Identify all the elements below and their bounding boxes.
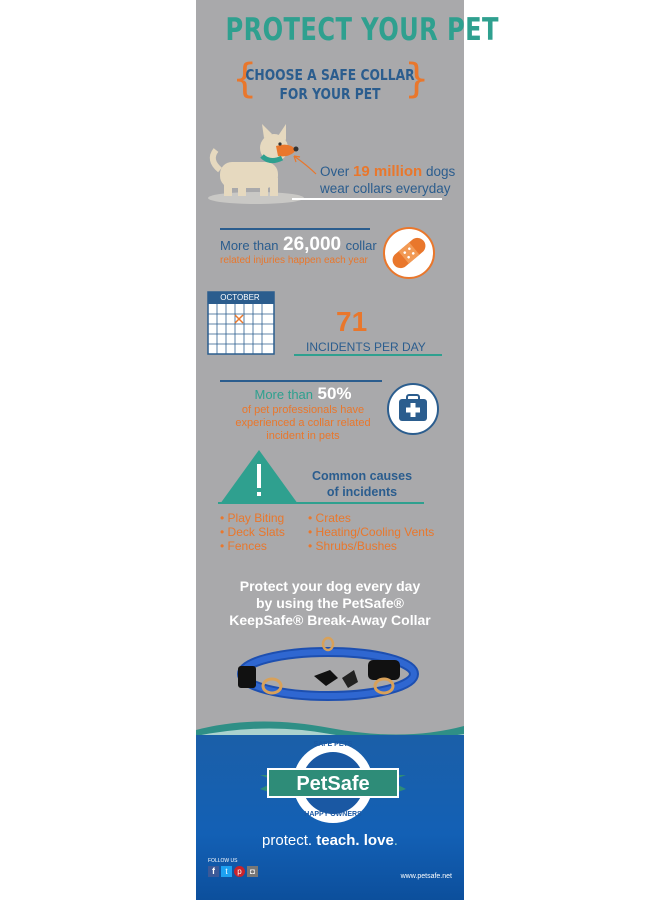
stat4-line3: experienced a collar related (235, 417, 371, 429)
stat1-number: 19 million (353, 163, 423, 180)
pinterest-icon[interactable]: p (234, 866, 245, 877)
list-item: • Deck Slats (220, 525, 285, 539)
list-item: • Shrubs/Bushes (308, 539, 397, 553)
tagline-love: love (363, 832, 394, 849)
follow-label: FOLLOW US (208, 858, 238, 864)
logo-ring-top: SAFE PETS (313, 741, 353, 748)
stat2-number: 26,000 (283, 234, 342, 255)
stat4-line4: incident in pets (266, 430, 340, 442)
dog-icon (204, 122, 304, 206)
stat1-text (320, 163, 455, 197)
stat2-prefix: More than (220, 238, 279, 253)
brand-footer (196, 735, 464, 900)
causes-heading (300, 468, 424, 500)
tagline: protect. teach. love. (262, 832, 398, 849)
list-item: • Heating/Cooling Vents (308, 525, 435, 539)
divider (292, 198, 442, 200)
page-title: PROTECT YOUR PET (225, 12, 499, 48)
left-brace: { (232, 56, 258, 102)
collar-image (230, 634, 430, 714)
subtitle-line1: CHOOSE A SAFE COLLAR (245, 66, 415, 84)
tagline-protect: protect. (262, 832, 317, 849)
protect-line2: by using the PetSafe® (255, 595, 404, 611)
tagline-teach: teach. (316, 832, 364, 849)
stat1-suffix: dogs (425, 164, 456, 179)
divider (220, 228, 370, 230)
social-links (208, 866, 258, 877)
website-link[interactable]: www.petsafe.net (400, 873, 452, 880)
instagram-icon[interactable]: ◘ (247, 866, 258, 877)
stat3-number: 71 (336, 306, 368, 337)
divider (294, 354, 442, 356)
stat4-prefix: More than (254, 387, 314, 402)
bandage-icon (382, 226, 436, 280)
warning-icon (218, 448, 300, 506)
causes-list-left (220, 511, 285, 553)
logo-text: PetSafe (296, 773, 370, 795)
pointer-arrow-icon (290, 152, 320, 176)
logo-ring-bottom: HAPPY OWNERS (304, 811, 362, 818)
causes-list-right (308, 511, 434, 553)
calendar-month: OCTOBER (220, 293, 260, 302)
stat3-label: INCIDENTS PER DAY (306, 340, 426, 354)
stat4-line2: of pet professionals have (241, 404, 365, 416)
subtitle-line2: FOR YOUR PET (279, 85, 381, 103)
stat2-text (220, 236, 377, 267)
right-brace: } (404, 56, 430, 102)
first-aid-kit-icon (386, 382, 440, 436)
causes-heading-line1: Common causes (311, 469, 413, 483)
list-item: • Play Biting (220, 511, 285, 525)
list-item: • Fences (220, 539, 267, 553)
facebook-icon[interactable]: f (208, 866, 219, 877)
protect-line3: KeepSafe® Break-Away Collar (229, 612, 431, 628)
twitter-icon[interactable]: t (221, 866, 232, 877)
divider (220, 380, 382, 382)
stat2-suffix: collar (345, 238, 377, 253)
stat2-line2: related injuries happen each year (220, 255, 368, 266)
stat4-text (218, 384, 388, 443)
infographic-panel (196, 0, 499, 900)
divider (218, 502, 424, 504)
protect-line1: Protect your dog every day (239, 578, 421, 594)
stat1-prefix: Over (320, 164, 350, 179)
list-item: • Crates (308, 511, 351, 525)
stat4-number: 50% (317, 384, 352, 403)
stat1-line2: wear collars everyday (320, 181, 451, 196)
causes-heading-line2: of incidents (326, 485, 398, 499)
protect-message (196, 578, 464, 629)
subtitle (245, 66, 416, 104)
